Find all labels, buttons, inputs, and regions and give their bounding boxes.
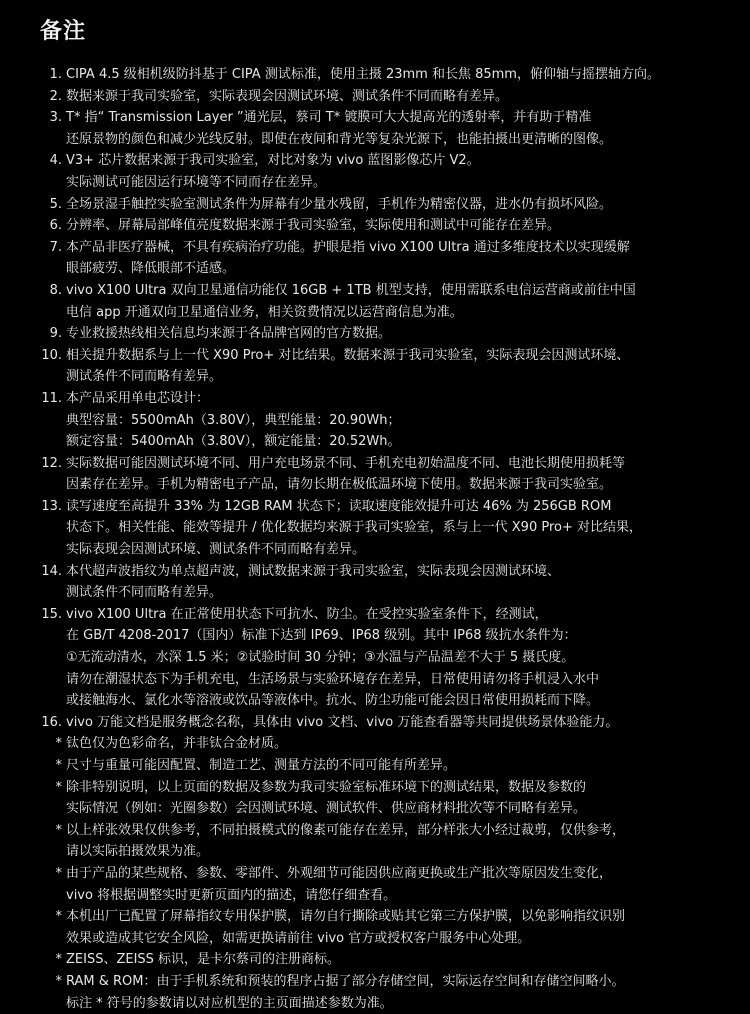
- note-item: [0, 820, 750, 863]
- note-text-line: 钛色仅为色彩命名，并非钛合金材质。: [66, 736, 288, 752]
- note-number: 5.: [49, 196, 62, 212]
- note-text-line: 标注 * 符号的参数请以对应机型的主页面描述参数为准。: [66, 995, 393, 1011]
- note-text-line: vivo 万能文档是服务概念名称，具体由 vivo 文档、vivo 万能查看器等共同提供场景体验能力。: [66, 714, 619, 730]
- note-number: 8.: [49, 282, 62, 298]
- note-text-line: 实际表现会因测试环境、测试条件不同而略有差异。: [66, 542, 366, 558]
- note-text-line: 典型容量：5500mAh（3.80V），典型能量：20.90Wh；: [66, 412, 401, 428]
- note-text-line: 本产品采用单电芯设计：: [66, 390, 210, 406]
- note-text-line: 还原景物的颜色和减少光线反射。即使在夜间和背光等复杂光源下，也能拍摄出更清晰的图像。: [66, 131, 613, 147]
- note-number: 1.: [49, 67, 62, 82]
- note-number: 11.: [41, 390, 62, 406]
- note-number: 12.: [41, 455, 62, 471]
- note-item: [0, 345, 750, 388]
- note-text-line: 全场景湿手触控实验室测试条件为屏幕有少量水残留，手机作为精密仪器，进水仍有损坏风险。: [66, 196, 613, 212]
- note-text-line: 分辨率、屏幕局部峰值亮度数据来源于我司实验室，实际使用和测试中可能存在差异。: [66, 218, 561, 234]
- note-text-line: 或接触海水、氯化水等溶液或饮品等液体中。抗水、防尘功能可能会因日常使用损耗而下降。: [66, 693, 600, 709]
- note-text-line: CIPA 4.5 级相机级防抖基于 CIPA 测试标准，使用主摄 23mm 和长焦 85mm，俯仰轴与摇摆轴方向。: [66, 67, 660, 82]
- note-text-line: 除非特别说明，以上页面的数据及参数为我司实验室标准环境下的测试结果，数据及参数的: [66, 779, 587, 795]
- note-text-line: 请以实际拍摄效果为准。: [66, 844, 210, 860]
- note-item: [0, 453, 750, 496]
- note-number: 9.: [49, 326, 62, 342]
- note-item: [0, 712, 750, 734]
- note-asterisk: *: [55, 822, 62, 838]
- note-text-line: 本代超声波指纹为单点超声波，测试数据来源于我司实验室，实际表现会因测试环境、: [66, 563, 561, 579]
- note-item: [0, 64, 750, 86]
- note-text-line: 测试条件不同而略有差异。: [66, 369, 223, 385]
- note-item: [0, 604, 750, 712]
- note-text-line: 因素存在差异。手机为精密电子产品，请勿长期在极低温环境下使用。数据来源于我司实验室。: [66, 477, 613, 493]
- note-item: [0, 150, 750, 193]
- note-text-line: 额定容量：5400mAh（3.80V），额定能量：20.52Wh。: [66, 434, 401, 450]
- note-item: [0, 971, 750, 1014]
- note-item: [0, 388, 750, 453]
- note-text-line: 状态下。相关性能、能效等提升 / 优化数据均来源于我司实验室，系与上一代 X90 Pro+ 对比结果，: [66, 520, 643, 536]
- note-text-line: 实际情况（例如：光圈参数）会因测试环境、测试软件、供应商材料批次等不同略有差异。: [66, 801, 587, 817]
- note-asterisk: *: [55, 952, 62, 968]
- note-item: [0, 949, 750, 971]
- note-text-line: 效果或造成其它安全风险，如需更换请前往 vivo 官方或授权客户服务中心处理。: [66, 930, 531, 946]
- note-asterisk: *: [55, 973, 62, 989]
- note-item: [0, 777, 750, 820]
- note-number: 2.: [49, 88, 62, 104]
- page-title: 备注: [40, 19, 87, 44]
- note-asterisk: *: [55, 909, 62, 925]
- note-text-line: 实际数据可能因测试环境不同、用户充电场景不同、手机充电初始温度不同、电池长期使用损耗等: [66, 455, 626, 471]
- note-asterisk: *: [55, 736, 62, 752]
- note-text-line: 相关提升数据系与上一代 X90 Pro+ 对比结果。数据来源于我司实验室，实际表现会因测试环境、: [66, 347, 630, 363]
- note-text-line: vivo X100 Ultra 双向卫星通信功能仅 16GB + 1TB 机型支持，使用需联系电信运营商或前往中国: [66, 282, 636, 298]
- notes-list: [0, 64, 750, 1014]
- note-text-line: vivo 将根据调整实时更新页面内的描述，请您仔细查看。: [66, 887, 397, 903]
- note-number: 4.: [49, 153, 62, 169]
- note-item: [0, 215, 750, 237]
- note-item: [0, 496, 750, 561]
- note-item: [0, 280, 750, 323]
- note-text-line: 眼部疲劳、降低眼部不适感。: [66, 261, 236, 277]
- note-text-line: vivo X100 Ultra 在正常使用状态下可抗水、防尘。在受控实验室条件下，经测试，: [66, 606, 548, 622]
- note-asterisk: *: [55, 865, 62, 881]
- note-item: [0, 755, 750, 777]
- note-text-line: T* 指“ Transmission Layer ”通光层，蔡司 T* 镀膜可大大提高光的透射率，并有助于精准: [66, 110, 592, 126]
- note-text-line: 数据来源于我司实验室，实际表现会因测试环境、测试条件不同而略有差异。: [66, 88, 509, 104]
- note-text-line: 尺寸与重量可能因配置、制造工艺、测量方法的不同可能有所差异。: [66, 758, 457, 773]
- note-text-line: 实际测试可能因运行环境等不同而存在差异。: [66, 174, 327, 190]
- note-number: 14.: [41, 563, 62, 579]
- note-item: [0, 561, 750, 604]
- note-item: [0, 863, 750, 906]
- note-item: [0, 107, 750, 150]
- note-text-line: V3+ 芯片数据来源于我司实验室，对比对象为 vivo 蓝图影像芯片 V2。: [66, 153, 480, 169]
- note-text-line: 读写速度至高提升 33% 为 12GB RAM 状态下；读取速度能效提升可达 46% 为 256GB ROM: [66, 498, 612, 514]
- note-item: [0, 733, 750, 755]
- note-number: 15.: [41, 606, 62, 622]
- note-text-line: ZEISS、ZEISS 标识，是卡尔蔡司的注册商标。: [66, 952, 341, 968]
- note-item: [0, 323, 750, 345]
- note-text-line: 电信 app 开通双向卫星通信业务，相关资费情况以运营商信息为准。: [66, 304, 463, 320]
- note-item: [0, 86, 750, 108]
- note-item: [0, 906, 750, 949]
- note-text-line: 本机出厂已配置了屏幕指纹专用保护膜，请勿自行撕除或贴其它第三方保护膜，以免影响指纹识别: [66, 909, 626, 925]
- note-number: 6.: [49, 218, 62, 234]
- note-text-line: RAM & ROM：由于手机系统和预装的程序占据了部分存储空间，实际运存空间和存储空间略小。: [66, 973, 625, 989]
- note-number: 13.: [41, 498, 62, 514]
- note-item: [0, 237, 750, 280]
- note-text-line: 专业救援热线相关信息均来源于各品牌官网的官方数据。: [66, 326, 392, 342]
- note-asterisk: *: [55, 758, 62, 773]
- note-text-line: 由于产品的某些规格、参数、零部件、外观细节可能因供应商更换或生产批次等原因发生变化，: [66, 865, 613, 881]
- note-text-line: 本产品非医疗器械，不具有疾病治疗功能。护眼是指 vivo X100 Ultra 通过多维度技术以实现缓解: [66, 239, 630, 255]
- note-text-line: 以上样张效果仅供参考，不同拍摄模式的像素可能存在差异，部分样张大小经过裁剪，仅供参考，: [66, 822, 626, 838]
- note-text-line: 测试条件不同而略有差异。: [66, 585, 223, 601]
- note-item: [0, 194, 750, 216]
- note-number: 16.: [41, 714, 62, 730]
- note-number: 7.: [49, 239, 62, 255]
- note-number: 3.: [49, 110, 62, 126]
- note-text-line: ①无流动清水，水深 1.5 米；②试验时间 30 分钟；③水温与产品温差不大于 5 摄氏度。: [66, 650, 575, 666]
- note-number: 10.: [41, 347, 62, 363]
- note-asterisk: *: [55, 779, 62, 795]
- note-text-line: 请勿在潮湿状态下为手机充电，生活场景与实验环境存在差异，日常使用请勿将手机浸入水中: [66, 671, 600, 687]
- note-text-line: 在 GB/T 4208-2017（国内）标准下达到 IP69、IP68 级别。其中 IP68 级抗水条件为：: [66, 628, 577, 644]
